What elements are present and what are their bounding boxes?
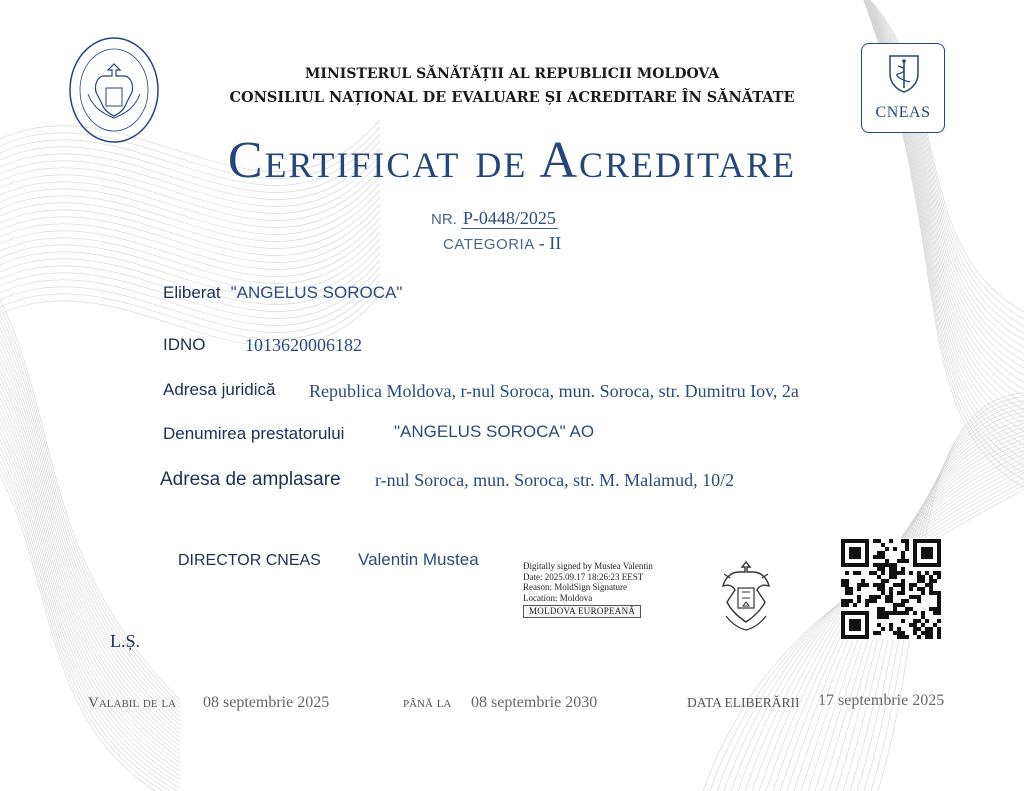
qr-code-icon[interactable]: [840, 538, 942, 640]
ministry-title: MINISTERUL SĂNĂTĂȚII AL REPUBLICII MOLDOVA: [304, 66, 720, 82]
amplasare-row: [160, 469, 341, 491]
cneas-logo: [861, 43, 945, 133]
data-eliberarii-value: 17 septembrie 2025: [818, 692, 945, 709]
moldova-coat-of-arms-icon: [716, 558, 776, 634]
adresa-juridica-row: [163, 380, 275, 400]
director-label: DIRECTOR CNEAS: [178, 552, 321, 569]
digital-signature-block: [523, 561, 653, 618]
digital-signature-line-3: Reason: MoldSign Signature: [523, 582, 627, 592]
category-value: - II: [538, 233, 562, 253]
amplasare-value: r-nul Soroca, mun. Soroca, str. M. Malamud, 10/2: [375, 470, 735, 490]
eliberat-row: [163, 283, 402, 303]
digital-signature-line-2: Date: 2025.09.17 18:26:23 EEST: [523, 571, 644, 582]
idno-value: 1013620006182: [245, 335, 362, 355]
denumirea-label: Denumirea prestatorului: [163, 424, 345, 443]
data-eliberarii-label: DATA ELIBERĂRII: [687, 695, 800, 710]
eliberat-label: Eliberat: [163, 283, 221, 302]
nr-value: P-0448/2025: [462, 208, 556, 228]
denumirea-value: "ANGELUS SOROCA" AO: [394, 422, 595, 441]
adresa-juridica-value: Republica Moldova, r-nul Soroca, mun. Soroca, str. Dumitru Iov, 2a: [309, 381, 799, 401]
certificate-title: Certificat de Acreditare: [227, 132, 797, 189]
adresa-juridica-label: Adresa juridică: [163, 380, 276, 399]
pana-value: 08 septembrie 2030: [471, 694, 598, 711]
digital-signature-line-1: Digitally signed by Mustea Valentin: [523, 561, 653, 571]
certificate-number-row: [431, 208, 558, 229]
cneas-logo-text: CNEAS: [875, 104, 931, 121]
category-label: CATEGORIA: [443, 236, 535, 253]
pana-label: până la: [403, 695, 452, 711]
eliberat-value: "ANGELUS SOROCA": [230, 283, 403, 302]
ls-mark: L.Ș.: [110, 631, 141, 651]
category-row: [443, 233, 561, 254]
nr-label: NR.: [431, 211, 457, 228]
denumirea-row: [163, 424, 344, 444]
valabil-label: Valabil de la: [88, 695, 176, 711]
idno-row: [163, 335, 206, 355]
council-title: CONSILIUL NAȚIONAL DE EVALUARE ȘI ACREDITARE ÎN SĂNĂTATE: [229, 89, 795, 106]
valabil-value: 08 septembrie 2025: [203, 694, 330, 711]
digital-signature-line-4: Location: Moldova: [523, 592, 593, 603]
idno-label: IDNO: [163, 335, 206, 354]
director-name: Valentin Mustea: [358, 550, 479, 569]
amplasare-label: Adresa de amplasare: [160, 469, 341, 490]
signature-stamp: MOLDOVA EUROPEANĂ: [523, 605, 641, 618]
